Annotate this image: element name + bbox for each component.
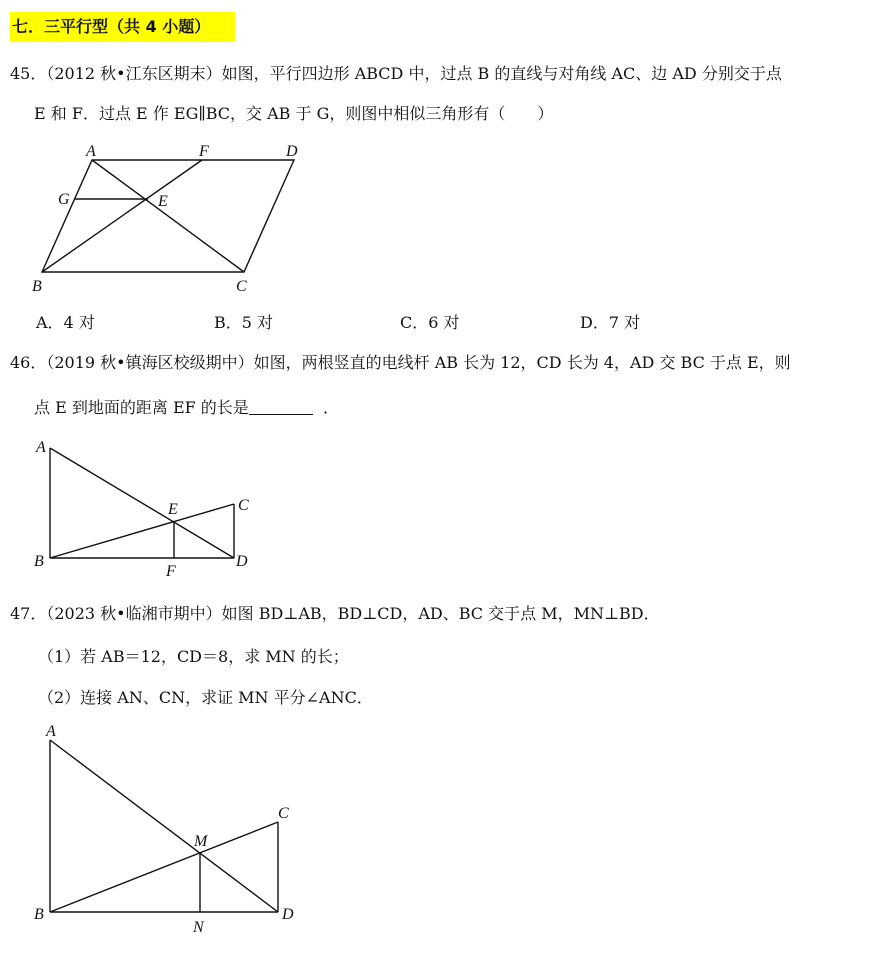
q45-text-line2: E 和 F．过点 E 作 EG∥BC，交 AB 于 G，则图中相似三角形有（ ） — [34, 104, 554, 123]
label-a: A — [46, 723, 56, 740]
diagonal-ac — [92, 160, 244, 272]
line-bf — [42, 160, 202, 272]
q45-option-c: C．6 对 — [400, 313, 460, 332]
q45-option-a: A．4 对 — [36, 313, 95, 332]
q46-text-line2 — [34, 398, 339, 418]
q46-text-line2-post: ． — [322, 398, 339, 417]
q46-text-line1: 46．（2019 秋•镇海区校级期中）如图，两根竖直的电线杆 AB 长为 12，CD 长为 4，AD 交 BC 于点 E，则 — [10, 353, 791, 372]
q47-part2: （2）连接 AN、CN，求证 MN 平分∠ANC． — [38, 688, 373, 707]
label-d: D — [236, 553, 248, 570]
label-d: D — [286, 143, 298, 160]
label-a: A — [86, 143, 96, 160]
label-d: D — [282, 906, 294, 923]
label-n: N — [193, 919, 204, 936]
label-g: G — [58, 191, 70, 208]
label-m: M — [194, 833, 208, 850]
label-e: E — [168, 501, 178, 518]
label-c: C — [236, 278, 247, 295]
line-bc — [50, 822, 278, 912]
label-b: B — [32, 278, 42, 295]
q45-figure — [28, 138, 318, 296]
label-c: C — [278, 805, 289, 822]
label-f: F — [166, 563, 176, 580]
q45-text-line1: 45．（2012 秋•江东区期末）如图，平行四边形 ABCD 中，过点 B 的直线与对角线 AC、边 AD 分别交于点 — [10, 64, 782, 83]
q47-figure — [28, 718, 318, 940]
label-e: E — [158, 193, 168, 210]
q47-text-line1: 47．（2023 秋•临湘市期中）如图 BD⊥AB，BD⊥CD，AD、BC 交于点 M，MN⊥BD． — [10, 604, 660, 623]
line-bc — [50, 504, 234, 558]
q45-option-d: D．7 对 — [580, 313, 641, 332]
q46-figure — [28, 432, 268, 582]
label-b: B — [34, 553, 44, 570]
q47-part1: （1）若 AB＝12，CD＝8，求 MN 的长； — [38, 647, 349, 666]
section-title: 七．三平行型（共 4 小题） — [10, 12, 235, 42]
answer-blank — [249, 398, 313, 415]
line-ad — [50, 740, 278, 912]
q45-option-b: B．5 对 — [214, 313, 274, 332]
q46-text-line2-pre: 点 E 到地面的距离 EF 的长是 — [34, 398, 249, 417]
label-a: A — [36, 439, 46, 456]
line-ad — [50, 448, 234, 558]
label-c: C — [238, 497, 249, 514]
label-b: B — [34, 906, 44, 923]
label-f: F — [199, 143, 209, 160]
